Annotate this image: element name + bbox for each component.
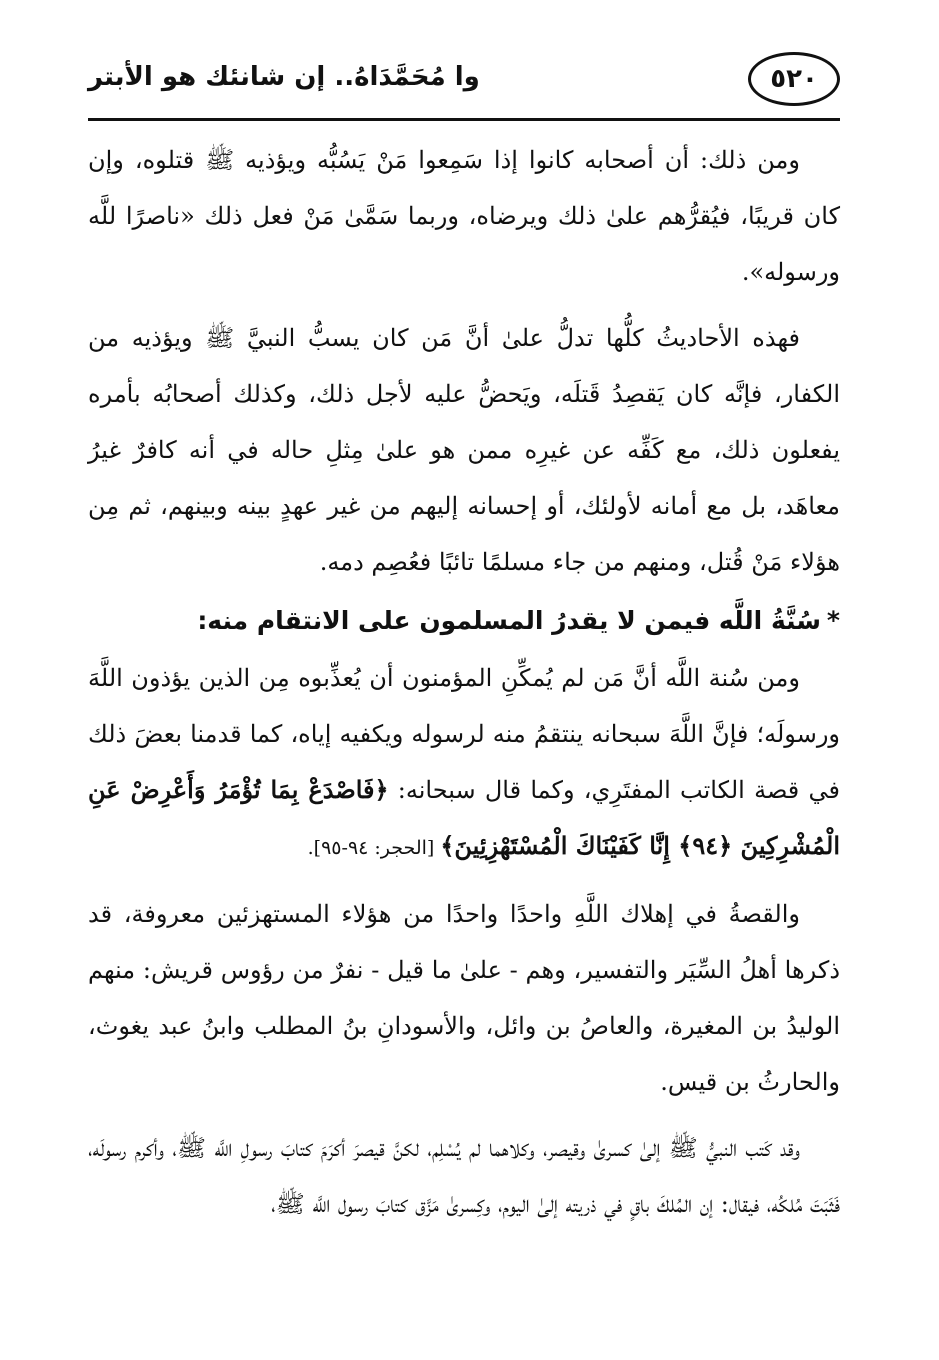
paragraph: وقد كَتب النبيُّ ﷺ إلىٰ كسرىٰ وقيصر، وكلاهما لم يُسْلِم، لكنَّ قيصرَ أكرَمَ كتابَ رسولِ اللَّه ﷺ، وأكرم رسولَه، فَثَبَتَ مُلكُه، فيقال: إن المُلكَ باقٍ في ذريته إلىٰ اليوم، وكِسرىٰ مَزَّق كتابَ رسول اللَّه ﷺ، [88, 1134, 840, 1218]
section-heading [88, 596, 840, 646]
page-header [88, 52, 840, 116]
quran-verse: ﴿فَاصْدَعْ بِمَا تُؤْمَرُ وَأَعْرِضْ عَنِ الْمُشْرِكِينَ ﴿٩٤﴾ إِنَّا كَفَيْنَاكَ الْمُسْتَهْزِئِينَ﴾ [88, 775, 840, 860]
star-marker: * [826, 606, 840, 635]
paragraph-text: ومن سُنة اللَّه أنَّ مَن لم يُمكِّنِ المؤمنون أن يُعذِّبوه مِن الذين يؤذون اللَّهَ ورسولَه؛ فإنَّ اللَّهَ سبحانه ينتقمُ منه لرسوله ويكفيه إياه، كما قدمنا بعضَ ذلك في قصة الكاتب المفتَرِي، وكما قال سبحانه: [88, 664, 840, 804]
header-rule [88, 118, 840, 121]
running-title: وا مُحَمَّدَاهُ.. إن شانئك هو الأبتر [88, 62, 480, 92]
paragraph: فهذه الأحاديثُ كلُّها تدلُّ علىٰ أنَّ مَن كان يسبُّ النبيَّ ﷺ ويؤذيه من الكفار، فإنَّه كان يَقصِدُ قَتلَه، ويَحضُّ عليه لأجل ذلك، وكذلك أصحابُه بأمره يفعلون ذلك، مع كَفِّه عن غيرِه ممن هو علىٰ مِثلِ حاله في أنه كافرٌ غيرُ معاهَد، بل مع أمانه لأولئك، أو إحسانه إليهم من غير عهدٍ بينه وبينهم، ثم مِن هؤلاء مَنْ قُتل، ومنهم من جاء مسلمًا تائبًا فعُصِم دمه. [88, 324, 840, 576]
paragraph: والقصةُ في إهلاك اللَّهِ واحدًا واحدًا من هؤلاء المستهزئين معروفة، قد ذكرها أهلُ السِّيَر والتفسير، وهم - علىٰ ما قيل - نفرٌ من رؤوس قريش: منهم الوليدُ بن المغيرة، والعاصُ بن وائل، والأسودانِ بنُ المطلب وابنُ عبد يغوث، والحارثُ بن قيس. [88, 900, 840, 1096]
paragraph: ومن ذلك: أن أصحابه كانوا إذا سَمِعوا مَنْ يَسُبُّه ويؤذيه ﷺ قتلوه، وإن كان قريبًا، فيُقرُّهم علىٰ ذلك ويرضاه، وربما سَمَّىٰ مَنْ فعل ذلك «ناصرًا للَّه ورسوله». [88, 146, 840, 286]
paragraph-with-quote [88, 650, 840, 876]
section-heading-text: سُنَّةُ اللَّه فيمن لا يقدرُ المسلمون على الانتقام منه: [197, 606, 821, 635]
page-body [88, 132, 840, 1232]
verse-reference: [الحجر: ٩٤-٩٥]. [307, 837, 441, 859]
page-number: ٥٢٠ [748, 52, 840, 106]
